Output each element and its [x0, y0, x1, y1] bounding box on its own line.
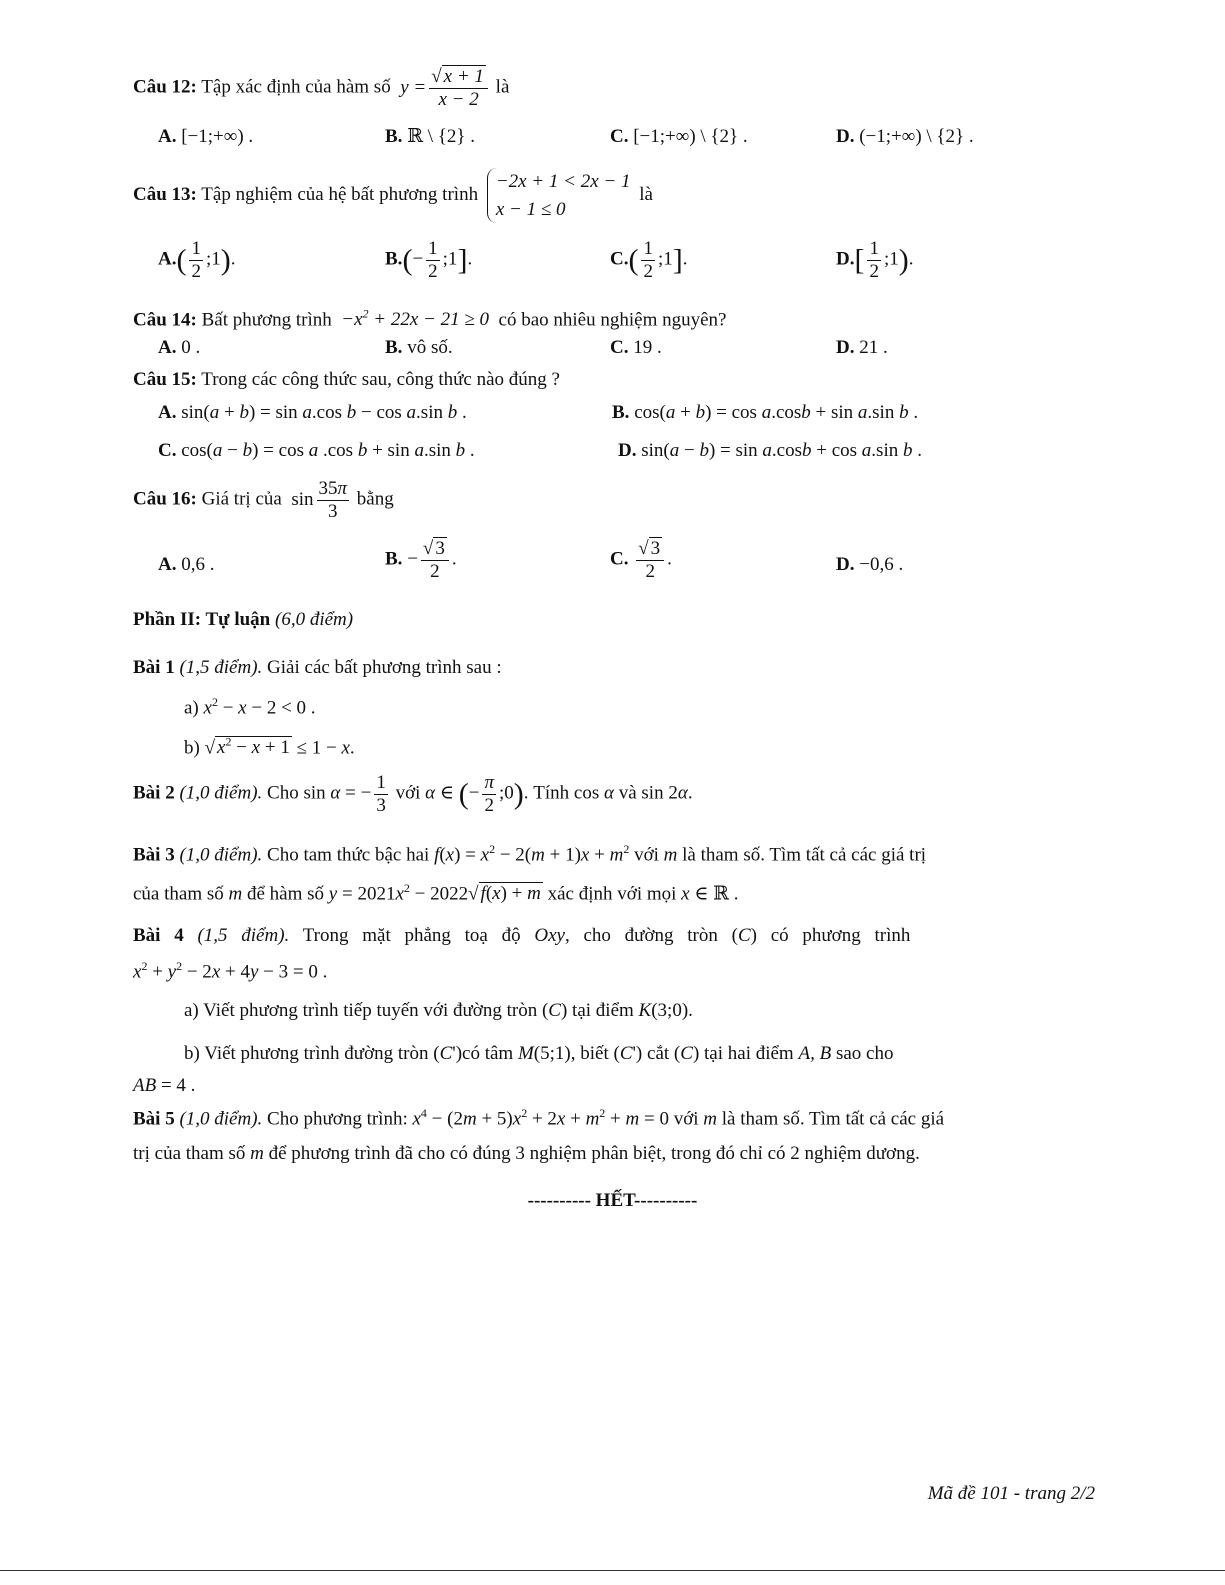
answer-row: A. sin(a + b) = sin a.cos b − cos a.sin b . [158, 402, 467, 423]
answer-row: D.[ $\frac{1}{2}$ ;1). [836, 238, 914, 282]
exercise-3-line2: của tham số m để hàm số $y = 2021x^2 - 2022√$ f(x) + m xác định với mọi x ∈ ℝ . [133, 881, 739, 905]
question-text: Bất phương trình [201, 309, 332, 331]
exercise-4-condition: AB = 4 . [133, 1075, 196, 1096]
exercise-3: Bài 3 (1,0 điểm). Cho tam thức bậc hai $f(x) = x^2 - 2(m + 1)x + m^2$ với m là tham số. Tìm tất cả các giá trị [133, 842, 927, 866]
answer-row [836, 554, 903, 576]
part-text: , biết [570, 1043, 609, 1064]
part-text: a) Viết phương trình tiếp tuyến với đường tròn [184, 1000, 538, 1021]
option-label: D. [836, 126, 855, 147]
exercise-part: a) Viết phương trình tiếp tuyến với đường tròn (C) tại điểm K(3;0). [184, 1000, 693, 1021]
question-tail: là [495, 76, 510, 98]
option-label: D. [618, 440, 637, 461]
exercise-text: . Tính [523, 782, 570, 804]
exercise-text: Cho tam thức bậc hai [267, 844, 430, 866]
inequality-system: −2x + 1 < 2x − 1 x − 1 ≤ 0 [487, 168, 631, 223]
answer-row: B.(− $\frac{1}{2}$ ;1]. [385, 238, 473, 282]
option-value: vô số. [407, 337, 453, 358]
exercise-text: để phương trình đã cho có đúng 3 nghiệm phân biệt, trong đó chỉ có 2 nghiệm dương. [268, 1143, 920, 1164]
question-label: Câu 15: [133, 369, 197, 390]
question-label: Câu 12: [133, 76, 197, 98]
option-value: −0,6 . [859, 554, 904, 575]
exercise-text: Cho [267, 782, 299, 804]
exercise-part: a) $x^2 - x - 2 < 0$ . [184, 695, 316, 719]
option-label: D. [836, 337, 855, 358]
exercise-text: của tham số [133, 883, 224, 905]
exercise-label: Bài 1 [133, 657, 175, 678]
option-label: C. [610, 337, 629, 358]
bottom-divider [0, 1570, 1225, 1571]
question-label: Câu 16: [133, 488, 197, 510]
exercise-text: là tham số. Tìm tất cả các giá [721, 1108, 945, 1130]
exercise-text: và [618, 782, 637, 804]
exercise-score: (1,0 điểm). [179, 782, 263, 804]
option-label: D. [836, 248, 855, 270]
answer-row [385, 337, 453, 359]
question-tail: bằng [356, 488, 394, 510]
option-label: C. [610, 126, 629, 147]
exercise-text: để hàm số [247, 883, 325, 905]
answer-row [610, 337, 662, 359]
exercise-text: là tham số. Tìm tất cả các giá trị [682, 844, 927, 866]
exercise-2: Bài 2 (1,0 điểm). Cho sin α = − $\frac{1}{3}$ với α ∈ (− $\frac{\pi}{2}$ ;0). Tính cos α và sin 2α. [133, 772, 693, 816]
exercise-text: trị của tham số [133, 1143, 246, 1164]
answer-row: C. $\frac{√ 3}{2}$ . [610, 538, 672, 582]
part-text: có tâm [462, 1043, 514, 1064]
part-text: b) Viết phương trình đường tròn [184, 1043, 429, 1064]
answer-row: C. cos(a − b) = cos a .cos b + sin a.sin b . [158, 440, 475, 461]
question-tail: có bao nhiêu nghiệm nguyên? [498, 309, 727, 331]
option-label: A. [158, 554, 177, 575]
option-label: D. [836, 554, 855, 575]
option-label: B. [385, 248, 403, 270]
option-label: C. [158, 440, 177, 461]
option-label: B. [612, 402, 630, 423]
option-value: 19 . [633, 337, 662, 358]
formula: y = $\frac{√ x + 1}{x - 2}$ [395, 77, 490, 98]
option-value: 0,6 . [181, 554, 215, 575]
exercise-text: Cho phương trình: [267, 1108, 408, 1130]
question-16 [133, 478, 394, 523]
exercise-5-line2: trị của tham số m để phương trình đã cho có đúng 3 nghiệm phân biệt, trong đó chỉ có 2 nghiệm dương. [133, 1143, 920, 1164]
question-12 [133, 66, 509, 111]
part-label: a) [184, 697, 199, 719]
exercise-text: với [395, 782, 421, 804]
answer-row [158, 337, 200, 359]
part-label: b) [184, 737, 200, 759]
exercise-text: Giải các bất phương trình sau : [267, 657, 502, 678]
exercise-score: (1,5 điểm). [197, 925, 290, 946]
section-score: (6,0 điểm) [275, 609, 354, 630]
part-text: sao cho [835, 1043, 894, 1064]
exercise-score: (1,0 điểm). [179, 1108, 263, 1130]
exercise-text: Trong mặt phẳng toạ độ [302, 925, 521, 946]
answer-row: B. ℝ \ {2} . [385, 126, 475, 147]
question-tail: là [639, 183, 653, 205]
exercise-text: với [673, 1108, 699, 1130]
question-text: Tập xác định của hàm số [201, 76, 391, 98]
option-label: C. [610, 248, 629, 270]
option-label: B. [385, 126, 403, 147]
option-label: B. [385, 548, 403, 570]
answer-row: D. (−1;+∞) \ {2} . [836, 126, 974, 147]
option-value: 0 . [181, 337, 201, 358]
answer-row: A. [−1;+∞) . [158, 126, 254, 147]
exercise-score: (1,5 điểm). [179, 657, 263, 678]
question-text: Tập nghiệm của hệ bất phương trình [201, 183, 479, 205]
exercise-text: xác định với mọi [547, 883, 677, 905]
answer-row: C. [−1;+∞) \ {2} . [610, 126, 748, 147]
option-label: B. [385, 337, 403, 358]
exercise-1 [133, 657, 502, 679]
question-15 [133, 369, 560, 391]
part-text: tại điểm [572, 1000, 634, 1021]
exercise-text: , cho đường tròn [564, 925, 718, 946]
exercise-label: Bài 3 [133, 844, 175, 866]
answer-row: B. cos(a + b) = cos a.cosb + sin a.sin b . [612, 402, 919, 423]
option-label: A. [158, 126, 177, 147]
formula: $-x^2 + 22x - 21 \ge 0$ [336, 307, 494, 331]
option-label: A. [158, 337, 177, 358]
answer-row: B. − $\frac{√ 3}{2}$ . [385, 538, 457, 582]
option-label: C. [610, 548, 629, 570]
end-marker: ---------- HẾT---------- [527, 1190, 698, 1211]
question-label: Câu 14: [133, 309, 197, 331]
exercise-part: b) √ $x^2 - x + 1 \le 1 - x$. [184, 735, 355, 759]
exercise-label: Bài 5 [133, 1108, 175, 1130]
exercise-score: (1,0 điểm). [179, 844, 263, 866]
exercise-text: có phương trình [770, 925, 911, 946]
exercise-label: Bài 4 [133, 925, 184, 946]
exercise-4: Bài 4 (1,5 điểm). Trong mặt phẳng toạ độ Oxy, cho đường tròn (C) có phương trình [133, 925, 911, 946]
question-14 [133, 308, 726, 331]
exercise-4-equation: $x^2 + y^2 - 2x + 4y - 3 = 0$ . [133, 959, 328, 983]
answer-row: D. sin(a − b) = sin a.cosb + cos a.sin b . [618, 440, 922, 461]
section-title: Phần II: Tự luận [133, 609, 271, 630]
page-footer: Mã đề 101 - trang 2/2 [927, 1483, 1095, 1504]
option-label: A. [158, 248, 177, 270]
exercise-label: Bài 2 [133, 782, 175, 804]
question-text: Trong các công thức sau, công thức nào đúng ? [201, 369, 560, 390]
answer-row: C.( $\frac{1}{2}$ ;1]. [610, 238, 688, 282]
question-label: Câu 13: [133, 183, 197, 205]
option-label: A. [158, 402, 177, 423]
exercise-text: với [634, 844, 659, 866]
answer-row [836, 337, 888, 359]
part-text: tại hai điểm [704, 1043, 794, 1064]
exercise-5: Bài 5 (1,0 điểm). Cho phương trình: $x^4 - (2m + 5)x^2 + 2x + m^2 + m = 0$ với m là tham số. Tìm tất cả các giá [133, 1106, 945, 1130]
answer-row [158, 554, 214, 576]
question-text: Giá trị của [201, 488, 282, 510]
option-value: 21 . [859, 337, 888, 358]
formula: sin $\frac{35\pi}{3}$ [286, 478, 348, 522]
question-13 [133, 168, 653, 223]
answer-row: A.( $\frac{1}{2}$ ;1). [158, 238, 236, 282]
section-heading [133, 609, 353, 631]
part-text: cắt [647, 1043, 670, 1064]
exercise-part: b) Viết phương trình đường tròn (C')có tâm M(5;1), biết (C') cắt (C) tại hai điểm A, B sao cho [184, 1043, 894, 1064]
